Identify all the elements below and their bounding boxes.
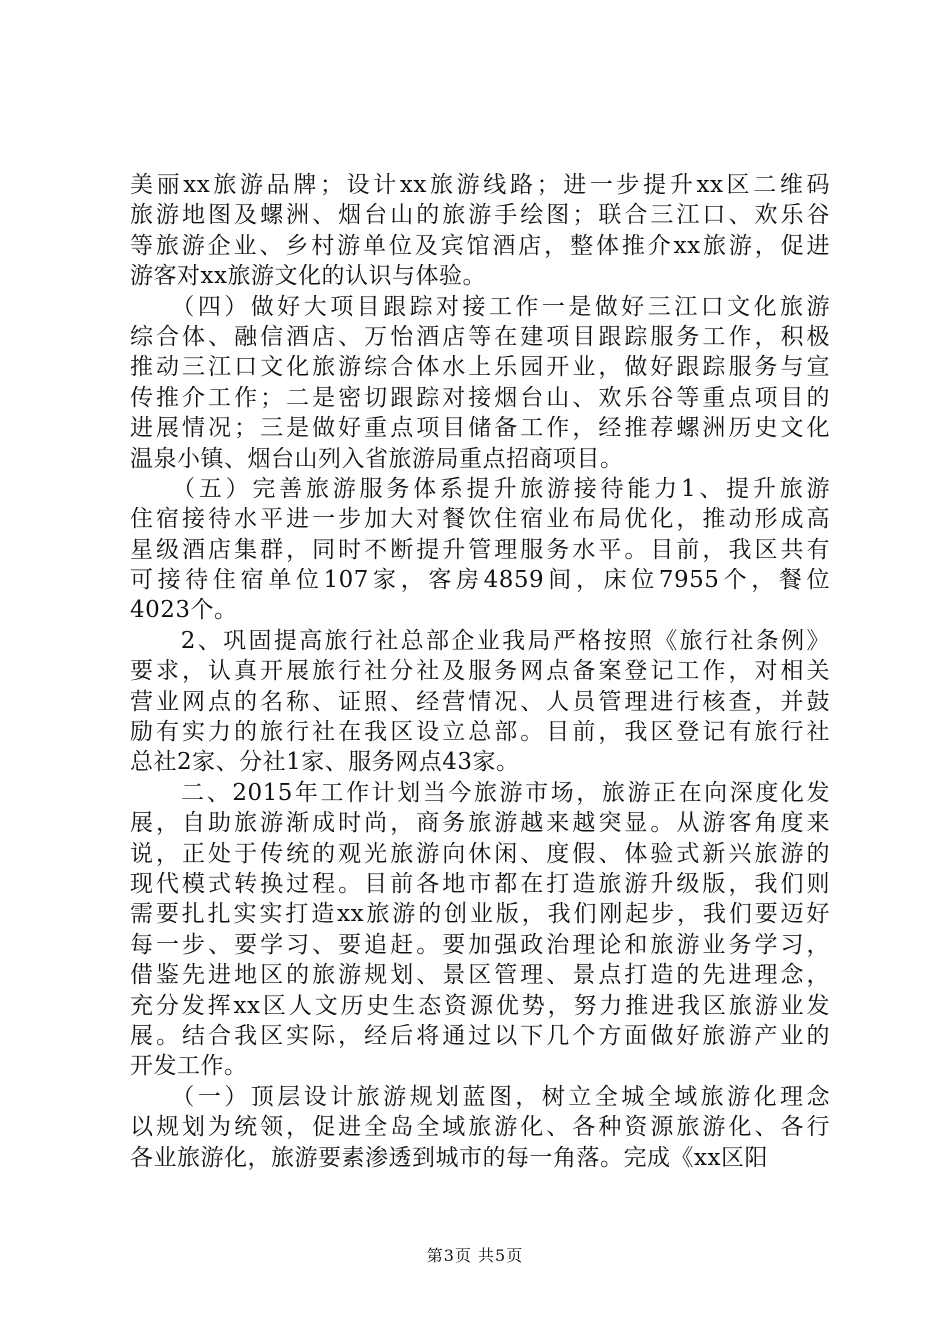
text-line: 需要扎扎实实打造xx旅游的创业版，我们刚起步，我们要迈好 — [130, 901, 830, 928]
text-line: 展。结合我区实际，经后将通过以下几个方面做好旅游产业的 — [130, 1022, 830, 1049]
text-line: 总社2家、分社1家、服务网点43家。 — [130, 749, 520, 776]
text-line: 以规划为统领，促进全岛全域旅游化、各种资源旅游化、各行 — [130, 1114, 830, 1141]
document-body — [130, 170, 830, 1173]
paragraph — [130, 1082, 830, 1173]
text-line: 综合体、融信酒店、万怡酒店等在建项目跟踪服务工作，积极 — [130, 323, 830, 350]
paragraph — [130, 626, 830, 778]
text-line: 美丽xx旅游品牌；设计xx旅游线路；进一步提升xx区二维码 — [130, 172, 830, 198]
text-line: 4023个。 — [130, 597, 238, 624]
text-line: 旅游地图及螺洲、烟台山的旅游手绘图；联合三江口、欢乐谷 — [130, 202, 830, 229]
text-line: 星级酒店集群，同时不断提升管理服务水平。目前，我区共有 — [130, 536, 830, 563]
text-line: （四）做好大项目跟踪对接工作一是做好三江口文化旅游 — [130, 293, 830, 320]
text-line: 借鉴先进地区的旅游规划、景区管理、景点打造的先进理念， — [130, 962, 830, 989]
text-line: 说，正处于传统的观光旅游向休闲、度假、体验式新兴旅游的 — [130, 840, 830, 867]
text-line: 充分发挥xx区人文历史生态资源优势，努力推进我区旅游业发 — [130, 992, 830, 1019]
text-line: 现代模式转换过程。目前各地市都在打造旅游升级版，我们则 — [130, 870, 830, 897]
text-line: 励有实力的旅行社在我区设立总部。目前，我区登记有旅行社 — [130, 719, 830, 746]
text-line: 各业旅游化，旅游要素渗透到城市的每一角落。完成《xx区阳 — [130, 1144, 768, 1171]
text-line: （一）顶层设计旅游规划蓝图，树立全城全域旅游化理念 — [130, 1083, 830, 1110]
text-line: 传推介工作；二是密切跟踪对接烟台山、欢乐谷等重点项目的 — [130, 384, 830, 411]
text-line: 开发工作。 — [130, 1053, 248, 1080]
paragraph — [130, 292, 830, 474]
paragraph — [130, 170, 830, 292]
text-line: 营业网点的名称、证照、经营情况、人员管理进行核查，并鼓 — [130, 688, 830, 715]
text-line: 住宿接待水平进一步加大对餐饮住宿业布局优化，推动形成高 — [130, 506, 830, 533]
paragraph — [130, 778, 830, 1082]
text-line: 每一步、要学习、要追赶。要加强政治理论和旅游业务学习， — [130, 931, 830, 958]
text-line: 等旅游企业、乡村游单位及宾馆酒店，整体推介xx旅游，促进 — [130, 232, 830, 259]
text-line: 二、2015年工作计划当今旅游市场，旅游正在向深度化发 — [130, 779, 830, 806]
text-line: 温泉小镇、烟台山列入省旅游局重点招商项目。 — [130, 445, 624, 472]
text-line: 要求，认真开展旅行社分社及服务网点备案登记工作，对相关 — [130, 658, 830, 685]
text-line: 推动三江口文化旅游综合体水上乐园开业，做好跟踪服务与宣 — [130, 354, 830, 381]
text-line: 进展情况；三是做好重点项目储备工作，经推荐螺洲历史文化 — [130, 415, 830, 442]
text-line: 游客对xx旅游文化的认识与体验。 — [130, 263, 486, 290]
text-line: （五）完善旅游服务体系提升旅游接待能力1、提升旅游 — [130, 475, 830, 502]
text-line: 可接待住宿单位107家，客房4859间，床位7955个，餐位 — [130, 567, 830, 594]
text-line: 展，自助旅游渐成时尚，商务旅游越来越突显。从游客角度来 — [130, 810, 830, 837]
paragraph — [130, 474, 830, 626]
page-footer: 第3页 共5页 — [426, 1246, 524, 1265]
text-line: 2、巩固提高旅行社总部企业我局严格按照《旅行社条例》 — [130, 627, 830, 654]
